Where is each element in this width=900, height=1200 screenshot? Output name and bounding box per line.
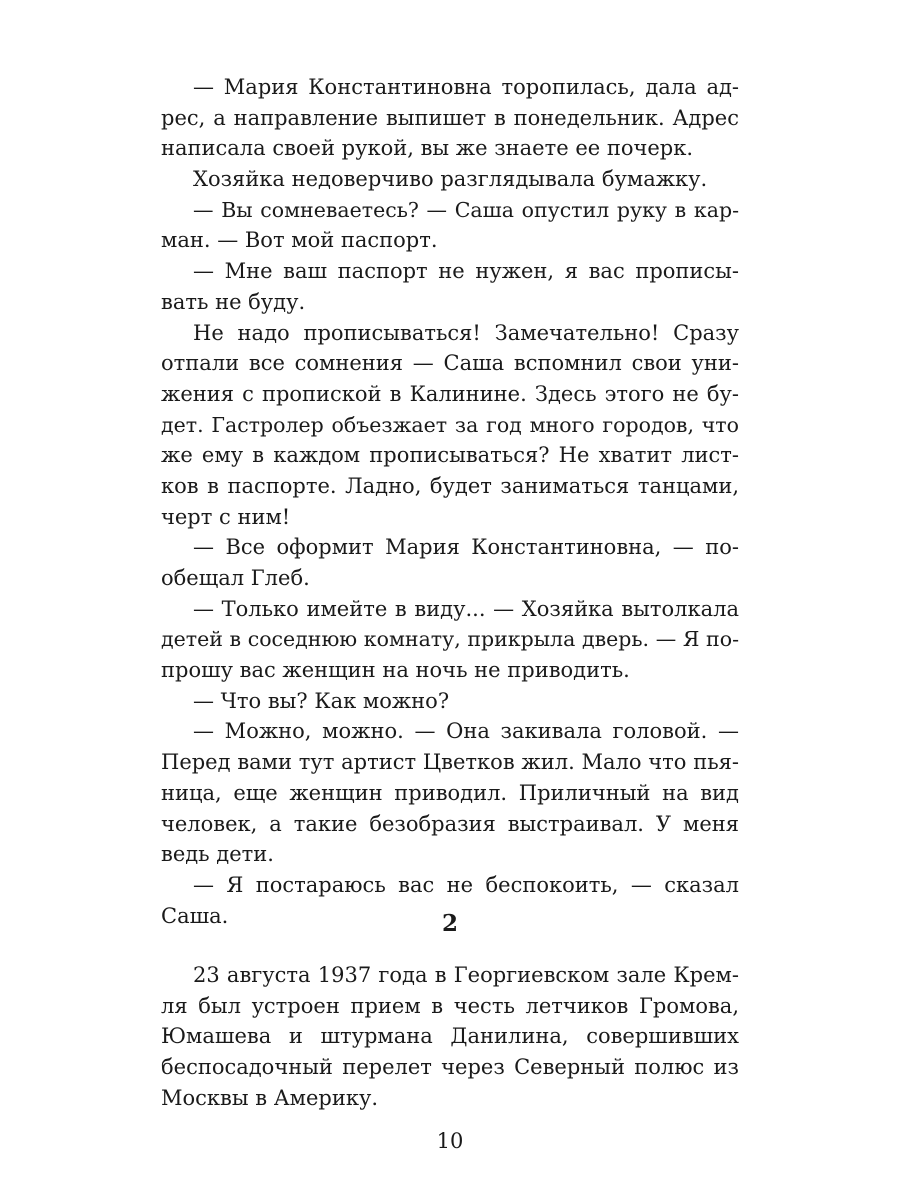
text-line: — Мне ваш паспорт не нужен, я вас прописы- — [193, 259, 739, 284]
text-section-one — [161, 72, 739, 931]
text-line: отпали все сомнения — Саша вспомнил свои уни- — [161, 351, 739, 376]
text-line: Перед вами тут артист Цветков жил. Мало что пья- — [161, 750, 739, 775]
text-line: Юмашева и штурмана Данилина, совершивших — [161, 1024, 739, 1049]
text-line: — Можно, можно. — Она закивала головой. — — [193, 719, 739, 744]
text-line: ля был устроен прием в честь летчиков Громова, — [161, 993, 739, 1018]
text-line: — Вы сомневаетесь? — Саша опустил руку в кар- — [193, 197, 739, 222]
text-line: — Все оформит Мария Константиновна, — по- — [193, 535, 739, 560]
text-line: ница, еще женщин приводил. Приличный на вид — [161, 780, 739, 805]
text-line: рес, а направление выпишет в понедельник. Адрес — [161, 105, 739, 130]
text-line: обещал Глеб. — [161, 566, 310, 590]
text-line: написала своей рукой, вы же знаете ее почерк. — [161, 136, 694, 161]
text-line: же ему в каждом прописываться? Не хватит лист- — [161, 443, 739, 468]
text-line: Хозяйка недоверчиво разглядывала бумажку. — [193, 167, 708, 192]
text-line: Саша. — [161, 903, 229, 928]
text-line: 23 августа 1937 года в Георгиевском зале Крем- — [193, 963, 739, 987]
text-line: прошу вас женщин на ночь не приводить. — [161, 658, 630, 683]
text-line: беспосадочный перелет через Северный полюс из — [161, 1055, 739, 1080]
text-line: человек, а такие безобразия выстраивал. У меня — [161, 811, 739, 836]
text-line: — Только имейте в виду... — Хозяйка вытолкала — [193, 596, 739, 621]
chapter-number: 2 — [441, 910, 458, 937]
text-line: ман. — Вот мой паспорт. — [161, 228, 438, 253]
text-line: ков в паспорте. Ладно, будет заниматься танцами, — [161, 473, 739, 498]
text-line: — Мария Константиновна торопилась, дала ад- — [193, 75, 739, 99]
text-line: жения с пропиской в Калинине. Здесь этого не бу- — [161, 381, 739, 406]
page-number: 10 — [436, 1129, 464, 1153]
text-line: черт с ним! — [161, 504, 291, 529]
text-line: Не надо прописываться! Замечательно! Сразу — [193, 320, 739, 345]
text-line: дет. Гастролер объезжает за год много городов, что — [161, 412, 739, 437]
text-line: — Что вы? Как можно? — [193, 688, 450, 713]
text-section-two — [161, 960, 739, 1113]
text-line: ведь дети. — [161, 842, 274, 867]
text-line: детей в соседнюю комнату, прикрыла дверь. — Я по- — [161, 627, 739, 652]
text-line: — Я постараюсь вас не беспокоить, — сказал — [193, 872, 739, 897]
text-line: Москвы в Америку. — [161, 1085, 379, 1110]
text-line: вать не буду. — [161, 289, 306, 314]
